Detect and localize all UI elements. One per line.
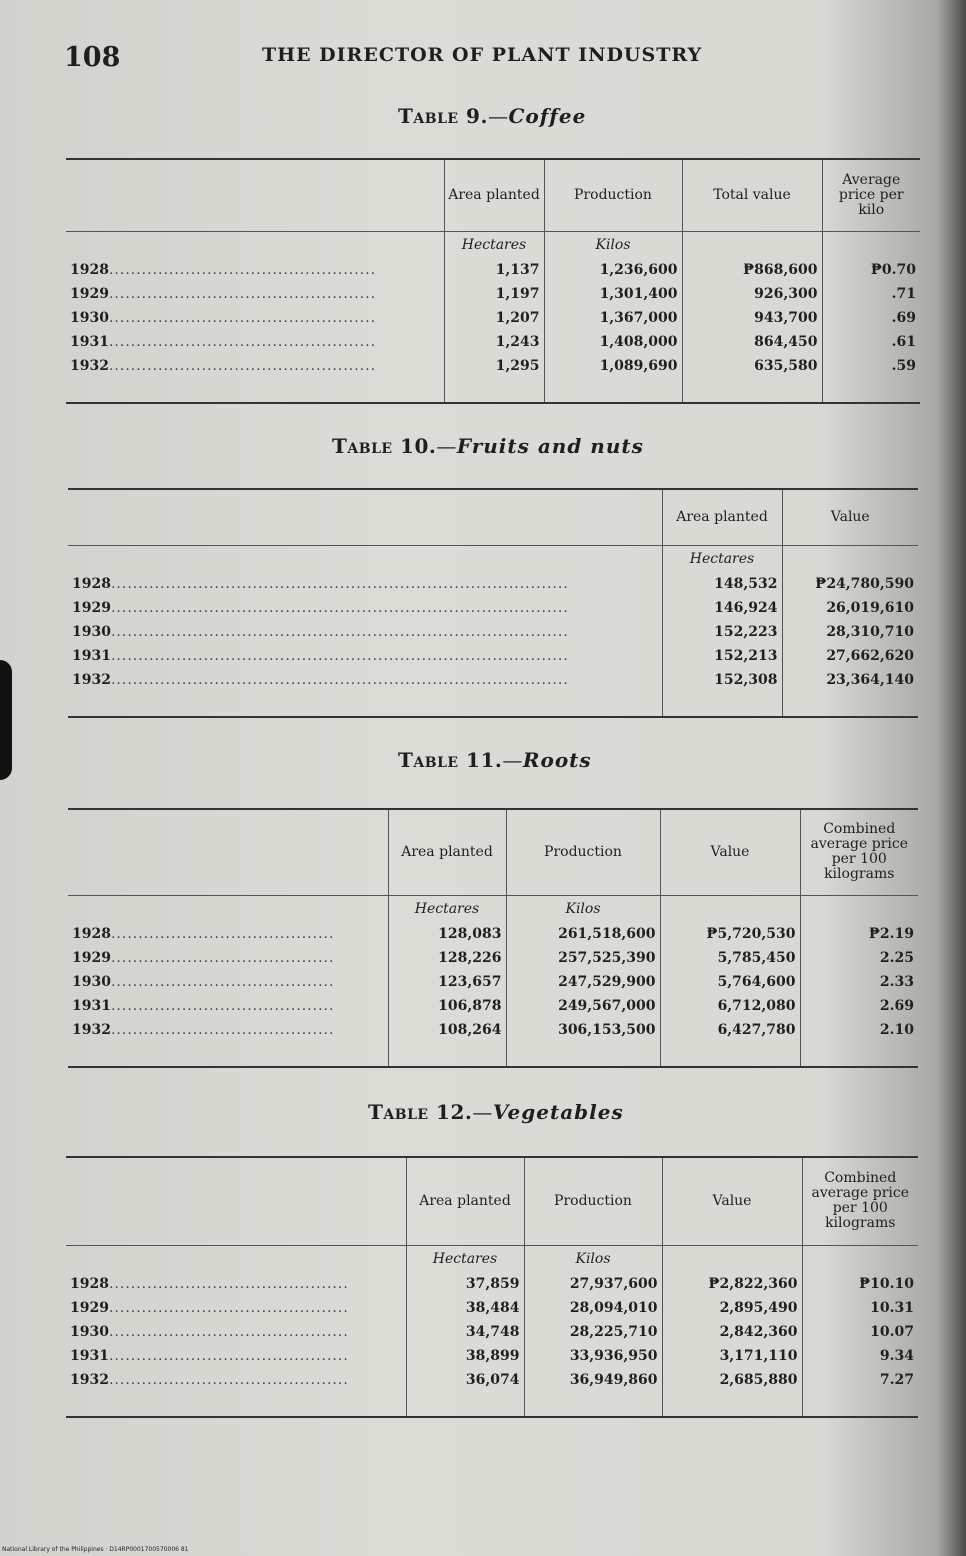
price-cell: 7.27 [802, 1368, 918, 1392]
year-label: 1928 [72, 925, 111, 942]
year-label: 1932 [70, 357, 109, 374]
production-cell: 247,529,900 [506, 970, 660, 994]
area-cell: 38,899 [406, 1344, 524, 1368]
unit-label: Kilos [524, 1245, 662, 1272]
production-cell: 28,094,010 [524, 1296, 662, 1320]
running-head: THE DIRECTOR OF PLANT INDUSTRY [262, 44, 703, 66]
value-cell: 28,310,710 [782, 620, 918, 644]
year-label: 1928 [70, 1275, 109, 1292]
column-header: Value [660, 809, 800, 895]
table-row: 1928................................................. 1,137 1,236,600 ₱868,600 ₱0.70 [66, 258, 920, 282]
value-cell: ₱2,822,360 [662, 1272, 802, 1296]
area-cell: 36,074 [406, 1368, 524, 1392]
table-12-number: Table 12. [368, 1100, 473, 1124]
price-cell: .71 [822, 282, 920, 306]
year-label: 1932 [72, 1021, 111, 1038]
table-row: 1932.................................................................................... 152,308 23,364,140 [68, 668, 918, 692]
column-header: Production [544, 159, 682, 231]
area-cell: 34,748 [406, 1320, 524, 1344]
stub-header [68, 489, 662, 545]
table-fruits-and-nuts [68, 488, 918, 718]
stub-header [66, 1157, 406, 1245]
table-row: 1932............................................ 36,074 36,949,860 2,685,880 7.27 [66, 1368, 918, 1392]
column-header: Average price per kilo [822, 159, 920, 231]
area-cell: 152,223 [662, 620, 782, 644]
unit-label: Kilos [506, 895, 660, 922]
stub-header [66, 159, 444, 231]
production-cell: 1,236,600 [544, 258, 682, 282]
table-row: 1928............................................ 37,859 27,937,600 ₱2,822,360 ₱10.10 [66, 1272, 918, 1296]
price-cell: 9.34 [802, 1344, 918, 1368]
value-cell: 23,364,140 [782, 668, 918, 692]
value-cell: 864,450 [682, 330, 822, 354]
year-label: 1929 [72, 599, 111, 616]
value-cell: 2,895,490 [662, 1296, 802, 1320]
price-cell: ₱2.19 [800, 922, 918, 946]
area-cell: 128,083 [388, 922, 506, 946]
price-cell: 10.31 [802, 1296, 918, 1320]
value-cell: 926,300 [682, 282, 822, 306]
production-cell: 1,367,000 [544, 306, 682, 330]
unit-label: Hectares [444, 231, 544, 258]
year-label: 1929 [72, 949, 111, 966]
table-9-title: Table 9.—Coffee [398, 104, 587, 128]
production-cell: 33,936,950 [524, 1344, 662, 1368]
area-cell: 148,532 [662, 572, 782, 596]
area-cell: 38,484 [406, 1296, 524, 1320]
column-header: Total value [682, 159, 822, 231]
value-cell: 943,700 [682, 306, 822, 330]
price-cell: ₱0.70 [822, 258, 920, 282]
price-cell: 10.07 [802, 1320, 918, 1344]
year-label: 1928 [70, 261, 109, 278]
unit-label: Kilos [544, 231, 682, 258]
unit-label: Hectares [662, 545, 782, 572]
table-row: 1930......................................... 123,657 247,529,900 5,764,600 2.33 [68, 970, 918, 994]
unit-label: Hectares [388, 895, 506, 922]
table-row: 1932......................................... 108,264 306,153,500 6,427,780 2.10 [68, 1018, 918, 1042]
table-11-name: Roots [522, 748, 592, 772]
year-label: 1930 [70, 309, 109, 326]
area-cell: 108,264 [388, 1018, 506, 1042]
price-cell: 2.69 [800, 994, 918, 1018]
price-cell: ₱10.10 [802, 1272, 918, 1296]
year-label: 1931 [70, 333, 109, 350]
table-row: 1929................................................. 1,197 1,301,400 926,300 .71 [66, 282, 920, 306]
year-label: 1932 [70, 1371, 109, 1388]
table-9-number: Table 9. [398, 104, 488, 128]
year-label: 1929 [70, 285, 109, 302]
year-label: 1930 [72, 973, 111, 990]
area-cell: 1,295 [444, 354, 544, 378]
table-row: 1929......................................... 128,226 257,525,390 5,785,450 2.25 [68, 946, 918, 970]
area-cell: 1,243 [444, 330, 544, 354]
column-header: Production [524, 1157, 662, 1245]
price-cell: .59 [822, 354, 920, 378]
production-cell: 261,518,600 [506, 922, 660, 946]
production-cell: 27,937,600 [524, 1272, 662, 1296]
table-row: 1931................................................. 1,243 1,408,000 864,450 .61 [66, 330, 920, 354]
price-cell: .61 [822, 330, 920, 354]
table-row: 1931......................................... 106,878 249,567,000 6,712,080 2.69 [68, 994, 918, 1018]
table-10-number: Table 10. [332, 434, 437, 458]
production-cell: 1,301,400 [544, 282, 682, 306]
table-row: 1931............................................ 38,899 33,936,950 3,171,110 9.34 [66, 1344, 918, 1368]
production-cell: 36,949,860 [524, 1368, 662, 1392]
area-cell: 37,859 [406, 1272, 524, 1296]
table-row: 1931.................................................................................... 152,213 27,662,620 [68, 644, 918, 668]
column-header: Area planted [406, 1157, 524, 1245]
value-cell: ₱5,720,530 [660, 922, 800, 946]
area-cell: 106,878 [388, 994, 506, 1018]
scan-shadow [0, 660, 12, 780]
production-cell: 249,567,000 [506, 994, 660, 1018]
production-cell: 1,408,000 [544, 330, 682, 354]
year-label: 1931 [72, 997, 111, 1014]
year-label: 1930 [72, 623, 111, 640]
column-header: Value [662, 1157, 802, 1245]
area-cell: 123,657 [388, 970, 506, 994]
table-9-name: Coffee [508, 104, 587, 128]
area-cell: 152,308 [662, 668, 782, 692]
value-cell: 27,662,620 [782, 644, 918, 668]
table-row: 1928.................................................................................... 148,532 ₱24,780,590 [68, 572, 918, 596]
production-cell: 306,153,500 [506, 1018, 660, 1042]
table-12-title: Table 12.—Vegetables [368, 1100, 624, 1124]
table-row: 1929............................................ 38,484 28,094,010 2,895,490 10.31 [66, 1296, 918, 1320]
table-row: 1930............................................ 34,748 28,225,710 2,842,360 10.07 [66, 1320, 918, 1344]
area-cell: 1,207 [444, 306, 544, 330]
price-cell: .69 [822, 306, 920, 330]
table-10-title: Table 10.—Fruits and nuts [332, 434, 644, 458]
year-label: 1929 [70, 1299, 109, 1316]
value-cell: 6,427,780 [660, 1018, 800, 1042]
price-cell: 2.10 [800, 1018, 918, 1042]
area-cell: 152,213 [662, 644, 782, 668]
price-cell: 2.33 [800, 970, 918, 994]
area-cell: 1,137 [444, 258, 544, 282]
value-cell: 2,685,880 [662, 1368, 802, 1392]
table-10-name: Fruits and nuts [456, 434, 644, 458]
unit-label: Hectares [406, 1245, 524, 1272]
stub-header [68, 809, 388, 895]
value-cell: 6,712,080 [660, 994, 800, 1018]
table-row: 1929.................................................................................... 146,924 26,019,610 [68, 596, 918, 620]
scan-credit: National Library of the Philippines · D14RP0001700570006 81 [2, 1546, 189, 1553]
price-cell: 2.25 [800, 946, 918, 970]
column-header: Value [782, 489, 918, 545]
table-12-name: Vegetables [492, 1100, 624, 1124]
column-header: Area planted [388, 809, 506, 895]
table-row: 1930................................................. 1,207 1,367,000 943,700 .69 [66, 306, 920, 330]
production-cell: 28,225,710 [524, 1320, 662, 1344]
year-label: 1931 [72, 647, 111, 664]
table-coffee [66, 158, 920, 404]
column-header: Area planted [444, 159, 544, 231]
table-vegetables [66, 1156, 918, 1418]
production-cell: 1,089,690 [544, 354, 682, 378]
area-cell: 128,226 [388, 946, 506, 970]
column-header: Combined average price per 100 kilograms [802, 1157, 918, 1245]
value-cell: 26,019,610 [782, 596, 918, 620]
column-header: Area planted [662, 489, 782, 545]
year-label: 1930 [70, 1323, 109, 1340]
area-cell: 1,197 [444, 282, 544, 306]
table-roots [68, 808, 918, 1068]
value-cell: 635,580 [682, 354, 822, 378]
table-11-title: Table 11.—Roots [398, 748, 592, 772]
production-cell: 257,525,390 [506, 946, 660, 970]
table-11-number: Table 11. [398, 748, 503, 772]
value-cell: ₱868,600 [682, 258, 822, 282]
year-label: 1931 [70, 1347, 109, 1364]
table-row: 1932................................................. 1,295 1,089,690 635,580 .59 [66, 354, 920, 378]
column-header: Combined average price per 100 kilograms [800, 809, 918, 895]
value-cell: 5,764,600 [660, 970, 800, 994]
value-cell: 3,171,110 [662, 1344, 802, 1368]
year-label: 1932 [72, 671, 111, 688]
table-row: 1928......................................... 128,083 261,518,600 ₱5,720,530 ₱2.19 [68, 922, 918, 946]
value-cell: 5,785,450 [660, 946, 800, 970]
area-cell: 146,924 [662, 596, 782, 620]
value-cell: 2,842,360 [662, 1320, 802, 1344]
table-row: 1930.................................................................................... 152,223 28,310,710 [68, 620, 918, 644]
column-header: Production [506, 809, 660, 895]
year-label: 1928 [72, 575, 111, 592]
page-number: 108 [64, 42, 121, 73]
value-cell: ₱24,780,590 [782, 572, 918, 596]
